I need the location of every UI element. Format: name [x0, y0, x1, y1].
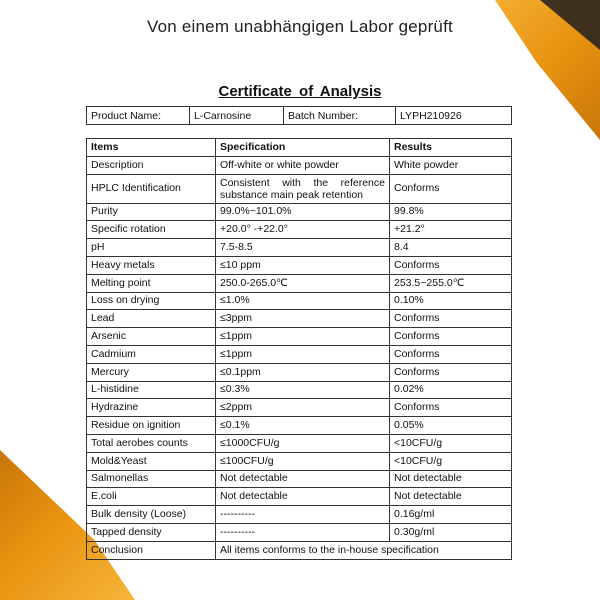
cell-result: Conforms: [390, 310, 512, 328]
cell-result: Conforms: [390, 256, 512, 274]
cell-specification: ≤1000CFU/g: [216, 434, 390, 452]
cell-result: 0.16g/ml: [390, 506, 512, 524]
table-row: [87, 239, 512, 257]
cell-specification: ≤0.3%: [216, 381, 390, 399]
header-specification: Specification: [216, 139, 390, 157]
cell-specification: ≤100CFU/g: [216, 452, 390, 470]
cell-result: 253.5~255.0℃: [390, 274, 512, 292]
cell-result: Not detectable: [390, 470, 512, 488]
cell-item: Melting point: [87, 274, 216, 292]
product-info-table: [86, 106, 512, 125]
table-row: [87, 488, 512, 506]
cell-result: <10CFU/g: [390, 434, 512, 452]
certificate-title: Certificate of Analysis: [218, 83, 382, 100]
cell-item: Salmonellas: [87, 470, 216, 488]
analysis-header-row: [87, 139, 512, 157]
cell-result: 0.30g/ml: [390, 523, 512, 541]
cell-specification: 250.0-265.0℃: [216, 274, 390, 292]
cell-item: Heavy metals: [87, 256, 216, 274]
cell-specification: ≤3ppm: [216, 310, 390, 328]
cell-item: Specific rotation: [87, 221, 216, 239]
table-row: [87, 381, 512, 399]
cell-result: +21.2°: [390, 221, 512, 239]
table-row: [87, 417, 512, 435]
cell-specification: 99.0%~101.0%: [216, 203, 390, 221]
cell-result: Conforms: [390, 174, 512, 203]
table-row: [87, 310, 512, 328]
cell-result: 0.02%: [390, 381, 512, 399]
cell-item: Total aerobes counts: [87, 434, 216, 452]
cell-item: Tapped density: [87, 523, 216, 541]
cell-result: 0.10%: [390, 292, 512, 310]
cell-item: pH: [87, 239, 216, 257]
cell-specification: ≤2ppm: [216, 399, 390, 417]
headline: Von einem unabhängigen Labor geprüft: [147, 17, 453, 36]
cell-result: White powder: [390, 156, 512, 174]
table-row: [87, 274, 512, 292]
cell-specification: Off-white or white powder: [216, 156, 390, 174]
conclusion-label: Conclusion: [87, 541, 216, 559]
cell-specification: ≤0.1%: [216, 417, 390, 435]
cell-specification: ----------: [216, 506, 390, 524]
table-row: [87, 452, 512, 470]
cell-result: <10CFU/g: [390, 452, 512, 470]
cell-result: Conforms: [390, 328, 512, 346]
table-row: [87, 221, 512, 239]
cell-specification: ----------: [216, 523, 390, 541]
cell-item: Description: [87, 156, 216, 174]
cell-specification: +20.0° -+22.0°: [216, 221, 390, 239]
cell-specification: ≤10 ppm: [216, 256, 390, 274]
cell-specification: ≤0.1ppm: [216, 363, 390, 381]
table-row: [87, 523, 512, 541]
cell-result: 99.8%: [390, 203, 512, 221]
cell-item: Mold&Yeast: [87, 452, 216, 470]
cell-result: Conforms: [390, 399, 512, 417]
header-items: Items: [87, 139, 216, 157]
product-name-label: Product Name:: [87, 107, 190, 125]
batch-number-label: Batch Number:: [284, 107, 396, 125]
cell-item: Hydrazine: [87, 399, 216, 417]
cell-item: Lead: [87, 310, 216, 328]
cell-item: HPLC Identification: [87, 174, 216, 203]
cell-item: Loss on drying: [87, 292, 216, 310]
table-row: [87, 328, 512, 346]
cell-item: E.coli: [87, 488, 216, 506]
table-row: [87, 363, 512, 381]
cell-item: Mercury: [87, 363, 216, 381]
product-name-value: L-Carnosine: [190, 107, 284, 125]
table-row: [87, 174, 512, 203]
cell-item: Arsenic: [87, 328, 216, 346]
cell-specification: ≤1.0%: [216, 292, 390, 310]
cell-item: L-histidine: [87, 381, 216, 399]
cell-specification: 7.5-8.5: [216, 239, 390, 257]
cell-item: Bulk density (Loose): [87, 506, 216, 524]
cell-item: Residue on ignition: [87, 417, 216, 435]
cell-specification: Consistent with the reference substance main peak retention: [216, 174, 390, 203]
cell-result: Conforms: [390, 345, 512, 363]
product-info-row: [87, 107, 512, 125]
cell-specification: ≤1ppm: [216, 345, 390, 363]
table-row: [87, 345, 512, 363]
table-row: [87, 256, 512, 274]
table-row: [87, 156, 512, 174]
analysis-table: [86, 138, 512, 560]
batch-number-value: LYPH210926: [396, 107, 512, 125]
cell-item: Cadmium: [87, 345, 216, 363]
table-row: [87, 470, 512, 488]
cell-result: Not detectable: [390, 488, 512, 506]
cell-result: 0.05%: [390, 417, 512, 435]
table-row: [87, 506, 512, 524]
cell-specification: Not detectable: [216, 488, 390, 506]
conclusion-row: [87, 541, 512, 559]
table-row: [87, 399, 512, 417]
cell-result: 8.4: [390, 239, 512, 257]
header-results: Results: [390, 139, 512, 157]
table-row: [87, 292, 512, 310]
cell-specification: ≤1ppm: [216, 328, 390, 346]
table-row: [87, 434, 512, 452]
cell-result: Conforms: [390, 363, 512, 381]
cell-specification: Not detectable: [216, 470, 390, 488]
cell-item: Purity: [87, 203, 216, 221]
table-row: [87, 203, 512, 221]
conclusion-value: All items conforms to the in-house specification: [216, 541, 512, 559]
